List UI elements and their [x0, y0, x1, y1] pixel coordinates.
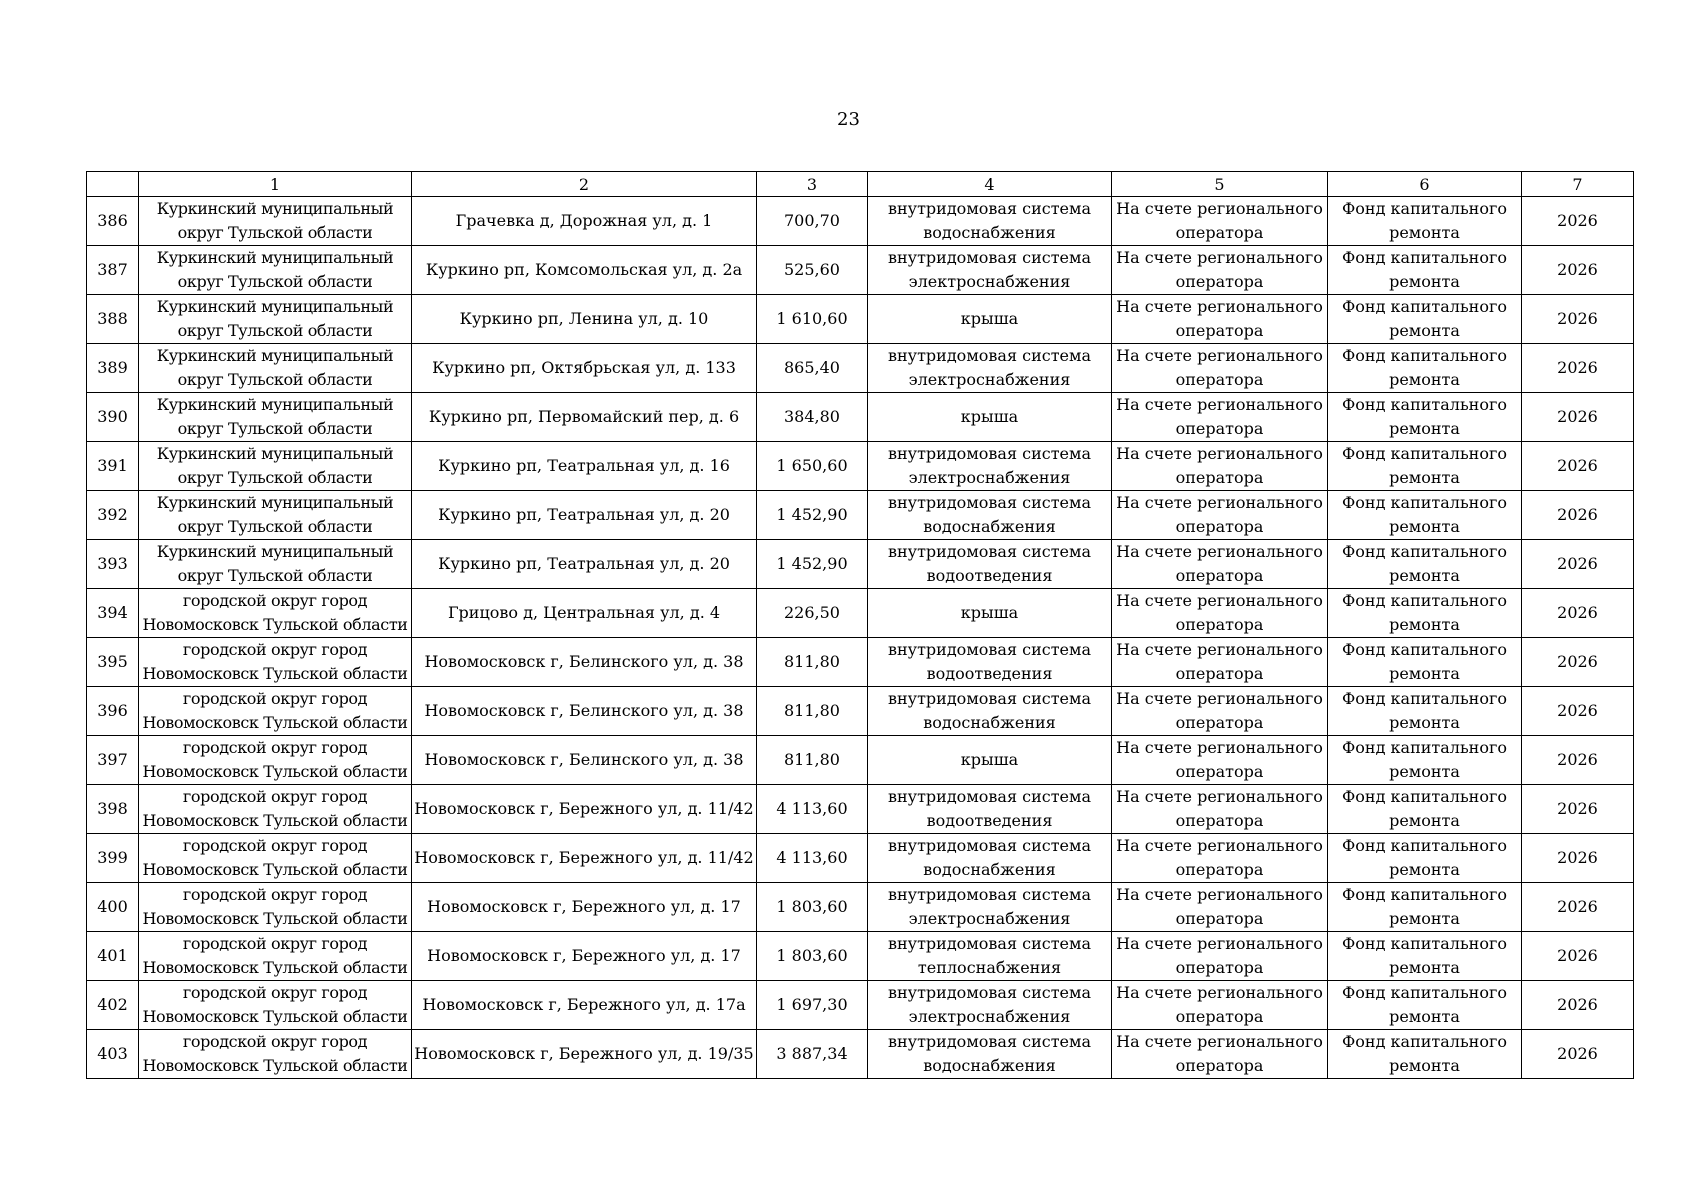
year-cell: 2026 [1522, 589, 1634, 638]
fund-method-cell: На счете регионального оператора [1112, 246, 1328, 295]
funding-source-cell: Фонд капитального ремонта [1328, 295, 1522, 344]
year-cell: 2026 [1522, 393, 1634, 442]
row-number-cell: 388 [87, 295, 139, 344]
address-cell: Новомосковск г, Белинского ул, д. 38 [412, 736, 757, 785]
row-number-cell: 391 [87, 442, 139, 491]
structural-element-cell: внутридомовая система электроснабжения [868, 344, 1112, 393]
municipality-cell: городской округ город Новомосковск Тульской области [139, 736, 412, 785]
municipality-cell: Куркинский муниципальный округ Тульской области [139, 393, 412, 442]
table-row [87, 932, 1634, 981]
address-cell: Новомосковск г, Бережного ул, д. 17 [412, 932, 757, 981]
table-row [87, 981, 1634, 1030]
table-row [87, 834, 1634, 883]
table-row [87, 442, 1634, 491]
funding-source-cell: Фонд капитального ремонта [1328, 981, 1522, 1030]
table-row [87, 344, 1634, 393]
address-cell: Новомосковск г, Бережного ул, д. 19/35 [412, 1030, 757, 1079]
address-cell: Новомосковск г, Бережного ул, д. 11/42 [412, 834, 757, 883]
address-cell: Грицово д, Центральная ул, д. 4 [412, 589, 757, 638]
municipality-cell: городской округ город Новомосковск Тульской области [139, 687, 412, 736]
row-number-cell: 399 [87, 834, 139, 883]
structural-element-cell: внутридомовая система электроснабжения [868, 981, 1112, 1030]
row-number-cell: 398 [87, 785, 139, 834]
structural-element-cell: внутридомовая система водоснабжения [868, 1030, 1112, 1079]
address-cell: Куркино рп, Театральная ул, д. 20 [412, 491, 757, 540]
funding-source-cell: Фонд капитального ремонта [1328, 344, 1522, 393]
address-cell: Новомосковск г, Бережного ул, д. 11/42 [412, 785, 757, 834]
row-number-cell: 392 [87, 491, 139, 540]
cost-cell: 1 452,90 [757, 540, 868, 589]
funding-source-cell: Фонд капитального ремонта [1328, 736, 1522, 785]
cost-cell: 226,50 [757, 589, 868, 638]
funding-source-cell: Фонд капитального ремонта [1328, 638, 1522, 687]
municipality-cell: Куркинский муниципальный округ Тульской области [139, 491, 412, 540]
cost-cell: 1 803,60 [757, 932, 868, 981]
funding-source-cell: Фонд капитального ремонта [1328, 197, 1522, 246]
page-number: 23 [837, 109, 860, 130]
funding-source-cell: Фонд капитального ремонта [1328, 834, 1522, 883]
header-cell-1: 1 [139, 172, 412, 197]
fund-method-cell: На счете регионального оператора [1112, 638, 1328, 687]
fund-method-cell: На счете регионального оператора [1112, 736, 1328, 785]
municipality-cell: Куркинский муниципальный округ Тульской области [139, 295, 412, 344]
structural-element-cell: внутридомовая система водоотведения [868, 785, 1112, 834]
fund-method-cell: На счете регионального оператора [1112, 442, 1328, 491]
structural-element-cell: внутридомовая система электроснабжения [868, 883, 1112, 932]
fund-method-cell: На счете регионального оператора [1112, 981, 1328, 1030]
structural-element-cell: крыша [868, 589, 1112, 638]
cost-cell: 1 697,30 [757, 981, 868, 1030]
year-cell: 2026 [1522, 687, 1634, 736]
fund-method-cell: На счете регионального оператора [1112, 589, 1328, 638]
row-number-cell: 395 [87, 638, 139, 687]
row-number-cell: 390 [87, 393, 139, 442]
municipality-cell: городской округ город Новомосковск Тульской области [139, 638, 412, 687]
row-number-cell: 401 [87, 932, 139, 981]
header-cell-5: 5 [1112, 172, 1328, 197]
structural-element-cell: внутридомовая система водоотведения [868, 638, 1112, 687]
fund-method-cell: На счете регионального оператора [1112, 540, 1328, 589]
funding-source-cell: Фонд капитального ремонта [1328, 491, 1522, 540]
row-number-cell: 386 [87, 197, 139, 246]
table-row [87, 491, 1634, 540]
structural-element-cell: внутридомовая система электроснабжения [868, 442, 1112, 491]
header-cell-4: 4 [868, 172, 1112, 197]
municipality-cell: Куркинский муниципальный округ Тульской области [139, 540, 412, 589]
municipality-cell: городской округ город Новомосковск Тульской области [139, 981, 412, 1030]
structural-element-cell: крыша [868, 295, 1112, 344]
cost-cell: 700,70 [757, 197, 868, 246]
table-row [87, 540, 1634, 589]
table-row [87, 295, 1634, 344]
funding-source-cell: Фонд капитального ремонта [1328, 687, 1522, 736]
municipality-cell: городской округ город Новомосковск Тульской области [139, 932, 412, 981]
table-row [87, 736, 1634, 785]
year-cell: 2026 [1522, 834, 1634, 883]
address-cell: Куркино рп, Ленина ул, д. 10 [412, 295, 757, 344]
municipality-cell: Куркинский муниципальный округ Тульской области [139, 197, 412, 246]
year-cell: 2026 [1522, 638, 1634, 687]
address-cell: Новомосковск г, Бережного ул, д. 17а [412, 981, 757, 1030]
table-row [87, 883, 1634, 932]
funding-source-cell: Фонд капитального ремонта [1328, 246, 1522, 295]
fund-method-cell: На счете регионального оператора [1112, 687, 1328, 736]
municipality-cell: городской округ город Новомосковск Тульской области [139, 589, 412, 638]
structural-element-cell: внутридомовая система водоснабжения [868, 834, 1112, 883]
row-number-cell: 396 [87, 687, 139, 736]
address-cell: Куркино рп, Октябрьская ул, д. 133 [412, 344, 757, 393]
fund-method-cell: На счете регионального оператора [1112, 295, 1328, 344]
fund-method-cell: На счете регионального оператора [1112, 883, 1328, 932]
funding-source-cell: Фонд капитального ремонта [1328, 1030, 1522, 1079]
table-row [87, 687, 1634, 736]
funding-source-cell: Фонд капитального ремонта [1328, 932, 1522, 981]
cost-cell: 1 610,60 [757, 295, 868, 344]
address-cell: Куркино рп, Театральная ул, д. 20 [412, 540, 757, 589]
funding-source-cell: Фонд капитального ремонта [1328, 442, 1522, 491]
year-cell: 2026 [1522, 295, 1634, 344]
row-number-cell: 393 [87, 540, 139, 589]
row-number-cell: 402 [87, 981, 139, 1030]
funding-source-cell: Фонд капитального ремонта [1328, 589, 1522, 638]
address-cell: Куркино рп, Комсомольская ул, д. 2а [412, 246, 757, 295]
cost-cell: 865,40 [757, 344, 868, 393]
repair-schedule-table [86, 171, 1634, 1079]
cost-cell: 1 452,90 [757, 491, 868, 540]
structural-element-cell: внутридомовая система водоснабжения [868, 197, 1112, 246]
municipality-cell: городской округ город Новомосковск Тульской области [139, 834, 412, 883]
year-cell: 2026 [1522, 246, 1634, 295]
fund-method-cell: На счете регионального оператора [1112, 197, 1328, 246]
table-row [87, 393, 1634, 442]
year-cell: 2026 [1522, 981, 1634, 1030]
year-cell: 2026 [1522, 197, 1634, 246]
cost-cell: 3 887,34 [757, 1030, 868, 1079]
fund-method-cell: На счете регионального оператора [1112, 344, 1328, 393]
year-cell: 2026 [1522, 344, 1634, 393]
table-row [87, 638, 1634, 687]
funding-source-cell: Фонд капитального ремонта [1328, 540, 1522, 589]
year-cell: 2026 [1522, 736, 1634, 785]
column-number-header-row [87, 172, 1634, 197]
header-cell-6: 6 [1328, 172, 1522, 197]
table-row [87, 246, 1634, 295]
funding-source-cell: Фонд капитального ремонта [1328, 393, 1522, 442]
fund-method-cell: На счете регионального оператора [1112, 393, 1328, 442]
header-cell-7: 7 [1522, 172, 1634, 197]
address-cell: Куркино рп, Театральная ул, д. 16 [412, 442, 757, 491]
cost-cell: 4 113,60 [757, 834, 868, 883]
cost-cell: 811,80 [757, 736, 868, 785]
header-cell-2: 2 [412, 172, 757, 197]
year-cell: 2026 [1522, 442, 1634, 491]
cost-cell: 811,80 [757, 638, 868, 687]
structural-element-cell: крыша [868, 736, 1112, 785]
year-cell: 2026 [1522, 785, 1634, 834]
address-cell: Грачевка д, Дорожная ул, д. 1 [412, 197, 757, 246]
structural-element-cell: крыша [868, 393, 1112, 442]
cost-cell: 4 113,60 [757, 785, 868, 834]
year-cell: 2026 [1522, 540, 1634, 589]
structural-element-cell: внутридомовая система теплоснабжения [868, 932, 1112, 981]
year-cell: 2026 [1522, 1030, 1634, 1079]
row-number-cell: 397 [87, 736, 139, 785]
fund-method-cell: На счете регионального оператора [1112, 491, 1328, 540]
row-number-cell: 387 [87, 246, 139, 295]
municipality-cell: городской округ город Новомосковск Тульской области [139, 785, 412, 834]
fund-method-cell: На счете регионального оператора [1112, 785, 1328, 834]
cost-cell: 1 803,60 [757, 883, 868, 932]
municipality-cell: городской округ город Новомосковск Тульской области [139, 1030, 412, 1079]
table-row [87, 589, 1634, 638]
address-cell: Новомосковск г, Белинского ул, д. 38 [412, 687, 757, 736]
header-cell-3: 3 [757, 172, 868, 197]
cost-cell: 811,80 [757, 687, 868, 736]
funding-source-cell: Фонд капитального ремонта [1328, 883, 1522, 932]
row-number-cell: 389 [87, 344, 139, 393]
address-cell: Новомосковск г, Бережного ул, д. 17 [412, 883, 757, 932]
year-cell: 2026 [1522, 932, 1634, 981]
cost-cell: 1 650,60 [757, 442, 868, 491]
fund-method-cell: На счете регионального оператора [1112, 932, 1328, 981]
cost-cell: 525,60 [757, 246, 868, 295]
year-cell: 2026 [1522, 883, 1634, 932]
structural-element-cell: внутридомовая система водоснабжения [868, 687, 1112, 736]
municipality-cell: Куркинский муниципальный округ Тульской области [139, 344, 412, 393]
address-cell: Новомосковск г, Белинского ул, д. 38 [412, 638, 757, 687]
header-cell-row-number [87, 172, 139, 197]
table-row [87, 1030, 1634, 1079]
fund-method-cell: На счете регионального оператора [1112, 1030, 1328, 1079]
year-cell: 2026 [1522, 491, 1634, 540]
fund-method-cell: На счете регионального оператора [1112, 834, 1328, 883]
structural-element-cell: внутридомовая система электроснабжения [868, 246, 1112, 295]
municipality-cell: Куркинский муниципальный округ Тульской области [139, 246, 412, 295]
cost-cell: 384,80 [757, 393, 868, 442]
structural-element-cell: внутридомовая система водоотведения [868, 540, 1112, 589]
row-number-cell: 400 [87, 883, 139, 932]
table-body [87, 197, 1634, 1079]
row-number-cell: 394 [87, 589, 139, 638]
municipality-cell: городской округ город Новомосковск Тульской области [139, 883, 412, 932]
row-number-cell: 403 [87, 1030, 139, 1079]
funding-source-cell: Фонд капитального ремонта [1328, 785, 1522, 834]
municipality-cell: Куркинский муниципальный округ Тульской области [139, 442, 412, 491]
structural-element-cell: внутридомовая система водоснабжения [868, 491, 1112, 540]
table-row [87, 197, 1634, 246]
address-cell: Куркино рп, Первомайский пер, д. 6 [412, 393, 757, 442]
table-row [87, 785, 1634, 834]
